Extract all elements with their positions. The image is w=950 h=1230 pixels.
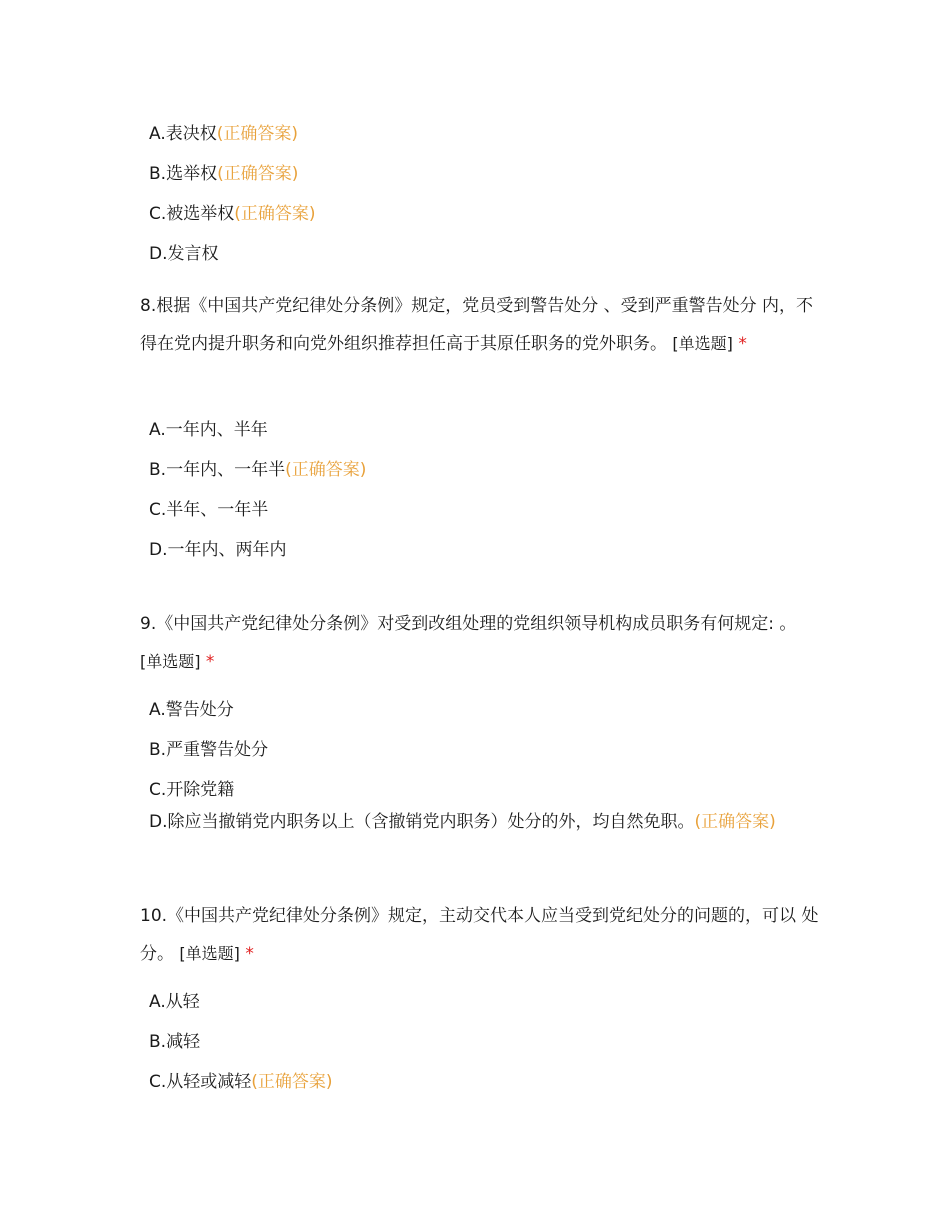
correct-answer-label: (正确答案)	[694, 812, 776, 832]
option-text: B.严重警告处分	[149, 740, 269, 760]
required-mark: *	[205, 652, 215, 672]
option-text: D.发言权	[149, 244, 219, 264]
correct-answer-label: (正确答案)	[234, 204, 316, 224]
question-8	[140, 288, 820, 363]
correct-answer-label: (正确答案)	[285, 460, 367, 480]
option-text: D.除应当撤销党内职务以上（含撤销党内职务）处分的外，均自然免职。	[149, 812, 695, 832]
question-text: 10.《中国共产党纪律处分条例》规定，主动交代本人应当受到党纪处分的问题的，可以 处分。	[140, 906, 819, 964]
required-mark: *	[738, 334, 747, 354]
option-text: A.从轻	[149, 992, 200, 1012]
prev-option-d	[149, 243, 219, 265]
correct-answer-label: (正确答案)	[216, 124, 298, 144]
prev-option-c	[149, 203, 316, 225]
question-text: 9.《中国共产党纪律处分条例》对受到改组处理的党组织领导机构成员职务有何规定: 。	[140, 614, 797, 634]
option-text: B.一年内、一年半	[149, 460, 286, 480]
q8-option-d	[149, 539, 287, 561]
q10-option-a	[149, 991, 200, 1013]
question-type: [单选题]	[672, 334, 733, 353]
prev-option-a	[149, 123, 298, 145]
required-mark: *	[245, 944, 254, 964]
q9-option-a	[149, 699, 234, 721]
question-type: [单选题]	[140, 652, 201, 671]
q8-option-b	[149, 459, 366, 481]
q8-option-a	[149, 419, 268, 441]
option-text: B.减轻	[149, 1032, 201, 1052]
option-text: C.被选举权	[149, 204, 235, 224]
q8-option-c	[149, 499, 268, 521]
prev-option-b	[149, 163, 298, 185]
q9-option-b	[149, 739, 268, 761]
q9-option-c	[149, 779, 234, 801]
option-text: A.表决权	[149, 124, 217, 144]
option-text: C.半年、一年半	[149, 500, 269, 520]
q10-option-c	[149, 1071, 333, 1093]
correct-answer-label: (正确答案)	[217, 164, 299, 184]
correct-answer-label: (正确答案)	[251, 1072, 333, 1092]
option-text: D.一年内、两年内	[149, 540, 287, 560]
question-text: 8.根据《中国共产党纪律处分条例》规定，党员受到警告处分 、受到严重警告处分 内，不得在党内提升职务和向党外组织推荐担任高于其原任职务的党外职务。	[140, 296, 814, 354]
q10-option-b	[149, 1031, 200, 1053]
option-text: A.警告处分	[149, 700, 234, 720]
option-text: C.从轻或减轻	[149, 1072, 252, 1092]
question-10	[140, 898, 820, 973]
question-9	[140, 606, 820, 681]
question-type: [单选题]	[179, 944, 240, 963]
option-text: A.一年内、半年	[149, 420, 268, 440]
option-text: B.选举权	[149, 164, 218, 184]
option-text: C.开除党籍	[149, 780, 235, 800]
q9-option-d	[149, 810, 809, 835]
